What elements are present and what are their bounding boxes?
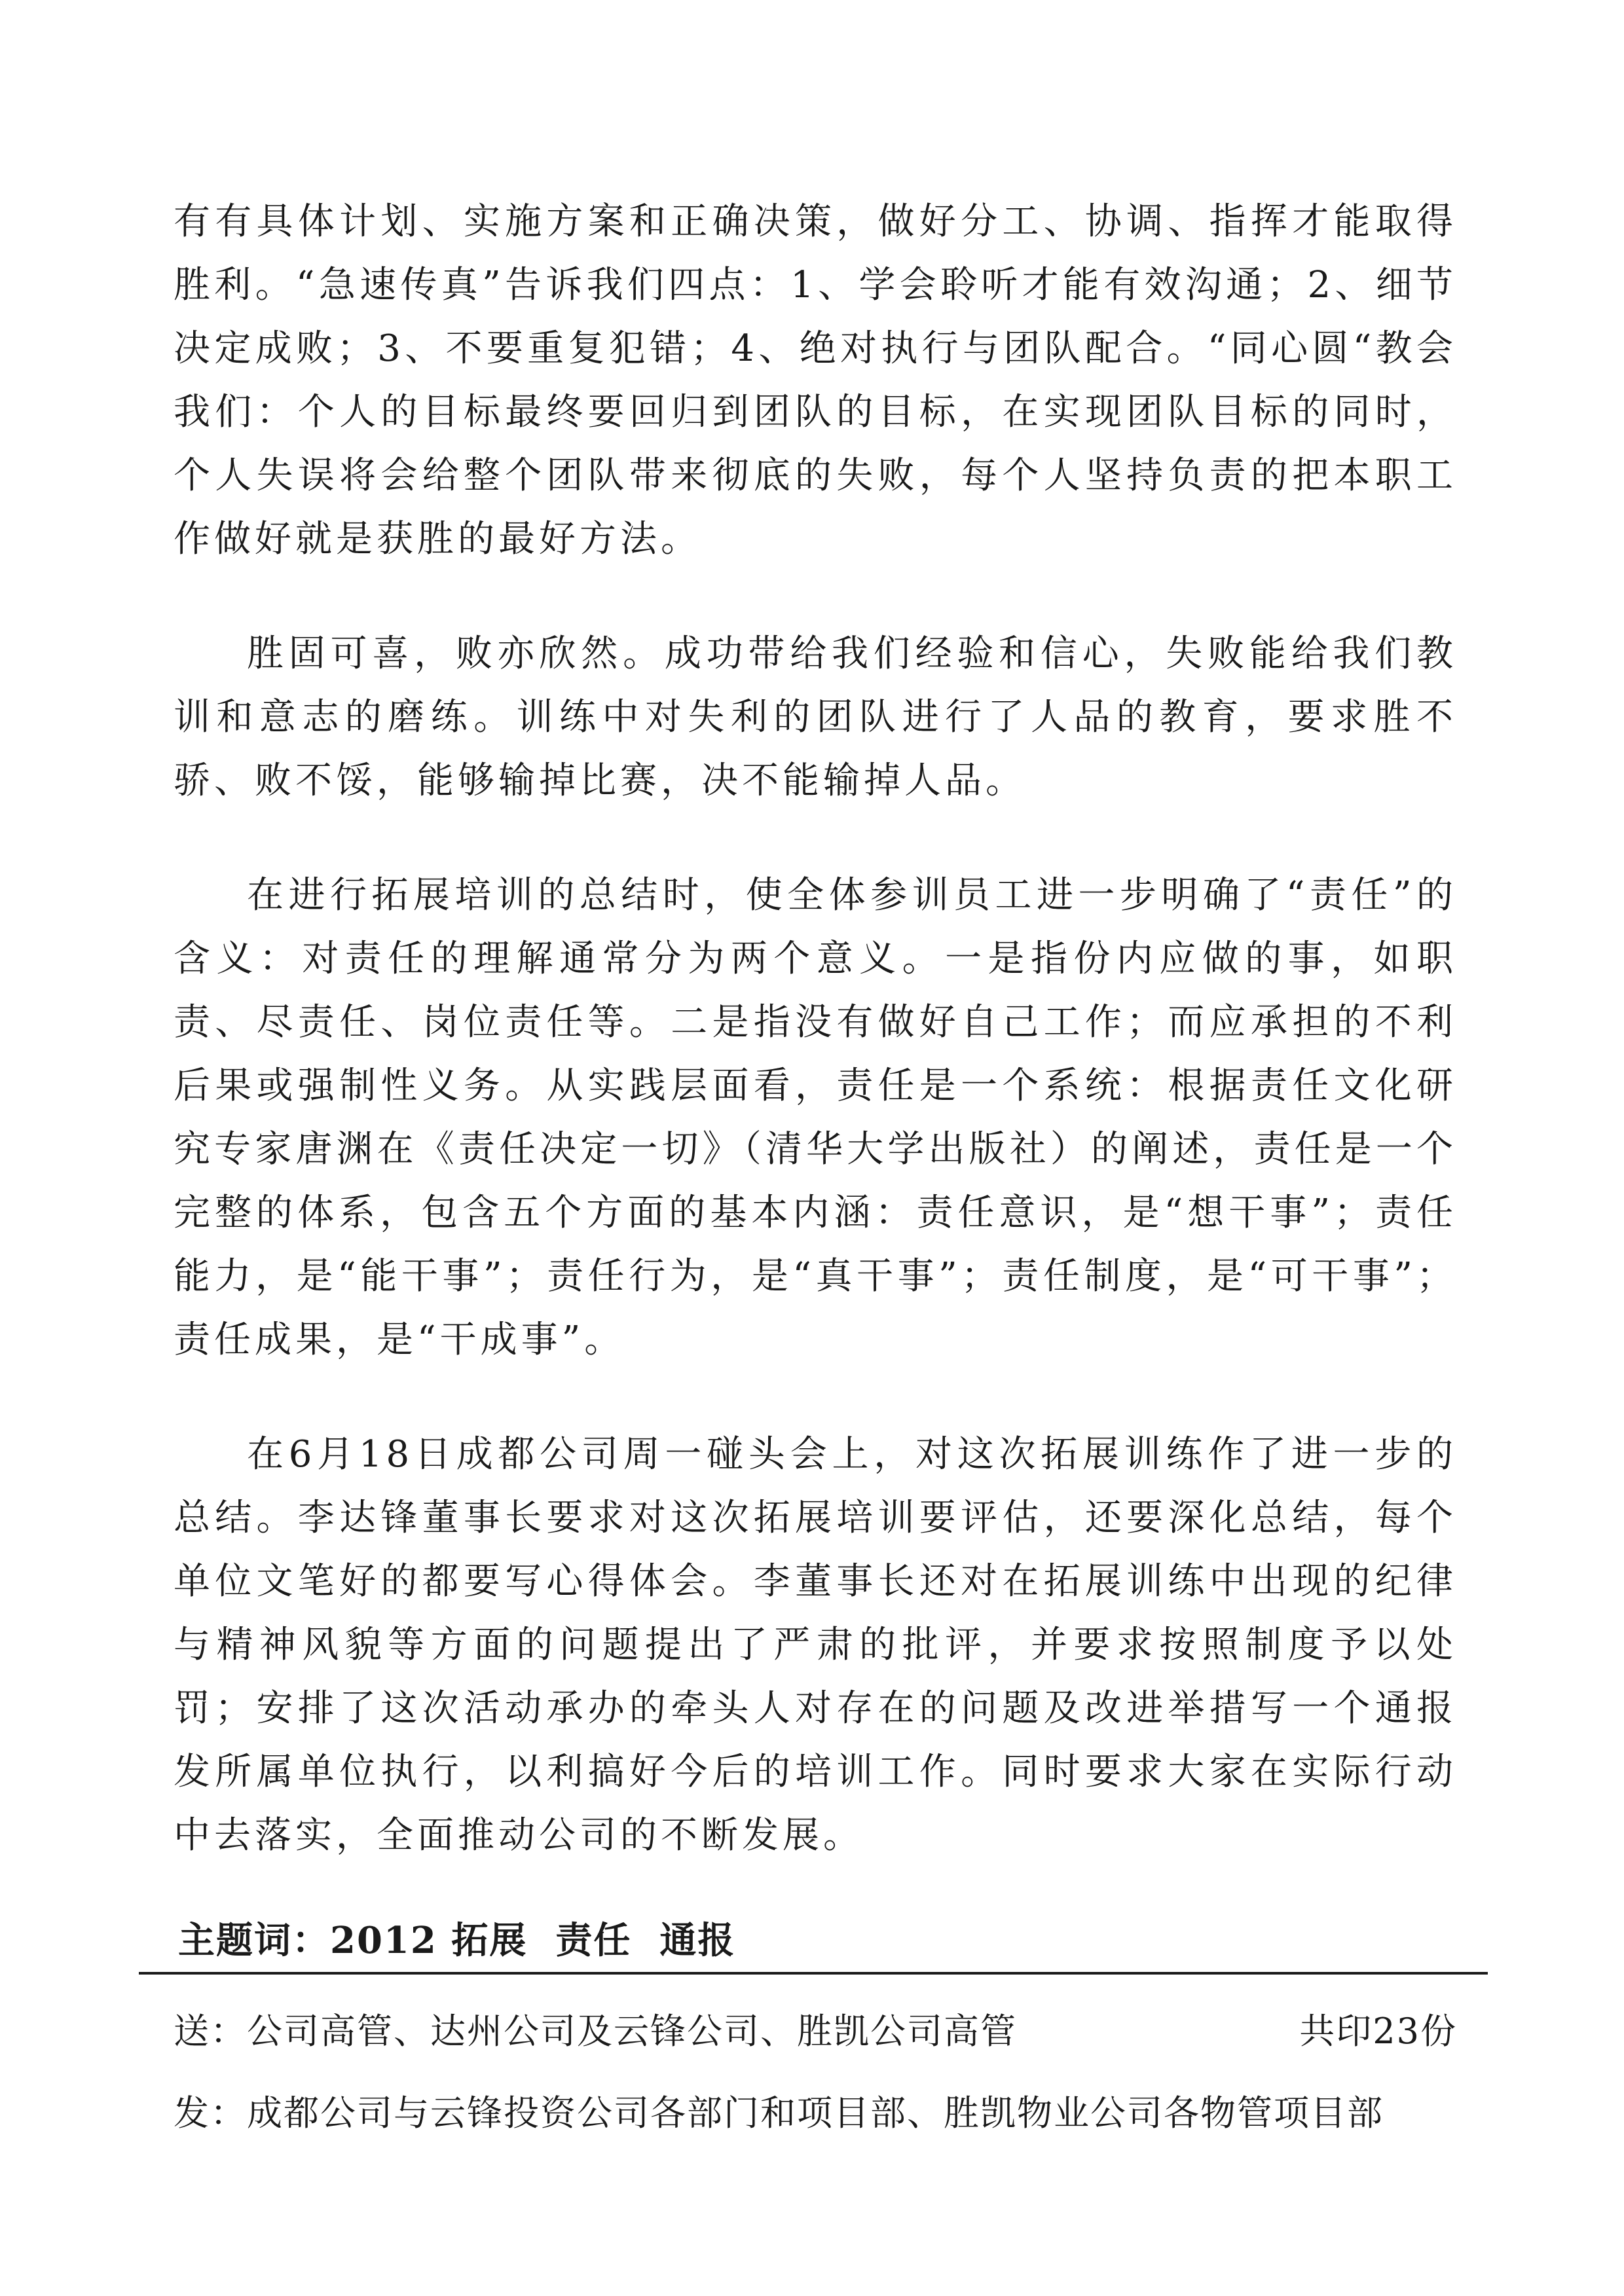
paragraph-1: 有有具体计划、实施方案和正确决策，做好分工、协调、指挥才能取得胜利。“急速传真”告诉我们四点：1、学会聆听才能有效沟通；2、细节决定成败；3、不要重复犯错；4、绝对执行与团队配合。“同心圆“教会我们：个人的目标最终要回归到团队的目标，在实现团队目标的同时，个人失误将会给整个团队带来彻底的失败，每个人坚持负责的把本职工作做好就是获胜的最好方法。	[174, 200, 1457, 560]
divider-line	[139, 1972, 1488, 1975]
copies-count: 共印23份	[1299, 2011, 1457, 2052]
send-to-text: 送：公司高管、达州公司及云锋公司、胜凯公司高管	[174, 2011, 1017, 2052]
issue-to-line: 发：成都公司与云锋投资公司各部门和项目部、胜凯物业公司各物管项目部	[174, 2092, 1384, 2134]
subject-keywords: 主题词：2012 拓展 责任 通报	[178, 1919, 736, 1962]
paragraph-4: 在6月18日成都公司周一碰头会上，对这次拓展训练作了进一步的总结。李达锋董事长要求对这次拓展培训要评估，还要深化总结，每个单位文笔好的都要写心得体会。李董事长还对在拓展训练中出现的纪律与精神风貌等方面的问题提出了严肃的批评，并要求按照制度予以处罚；安排了这次活动承办的牵头人对存在的问题及改进举措写一个通报发所属单位执行，以利搞好今后的培训工作。同时要求大家在实际行动中去落实，全面推动公司的不断发展。	[174, 1433, 1457, 1857]
document-body	[174, 190, 1457, 1918]
paragraph-3: 在进行拓展培训的总结时，使全体参训员工进一步明确了“责任”的含义：对责任的理解通常分为两个意义。一是指份内应做的事，如职责、尽责任、岗位责任等。二是指没有做好自己工作；而应承担的不利后果或强制性义务。从实践层面看，责任是一个系统：根据责任文化研究专家唐渊在《责任决定一切》（清华大学出版社）的阐述，责任是一个完整的体系，包含五个方面的基本内涵：责任意识，是“想干事”；责任能力，是“能干事”；责任行为，是“真干事”；责任制度，是“可干事”；责任成果，是“干成事”。	[174, 874, 1457, 1361]
send-to-line	[174, 2003, 1457, 2054]
paragraph-2: 胜固可喜，败亦欣然。成功带给我们经验和信心，失败能给我们教训和意志的磨练。训练中对失利的团队进行了人品的教育，要求胜不骄、败不馁，能够输掉比赛，决不能输掉人品。	[174, 632, 1457, 802]
